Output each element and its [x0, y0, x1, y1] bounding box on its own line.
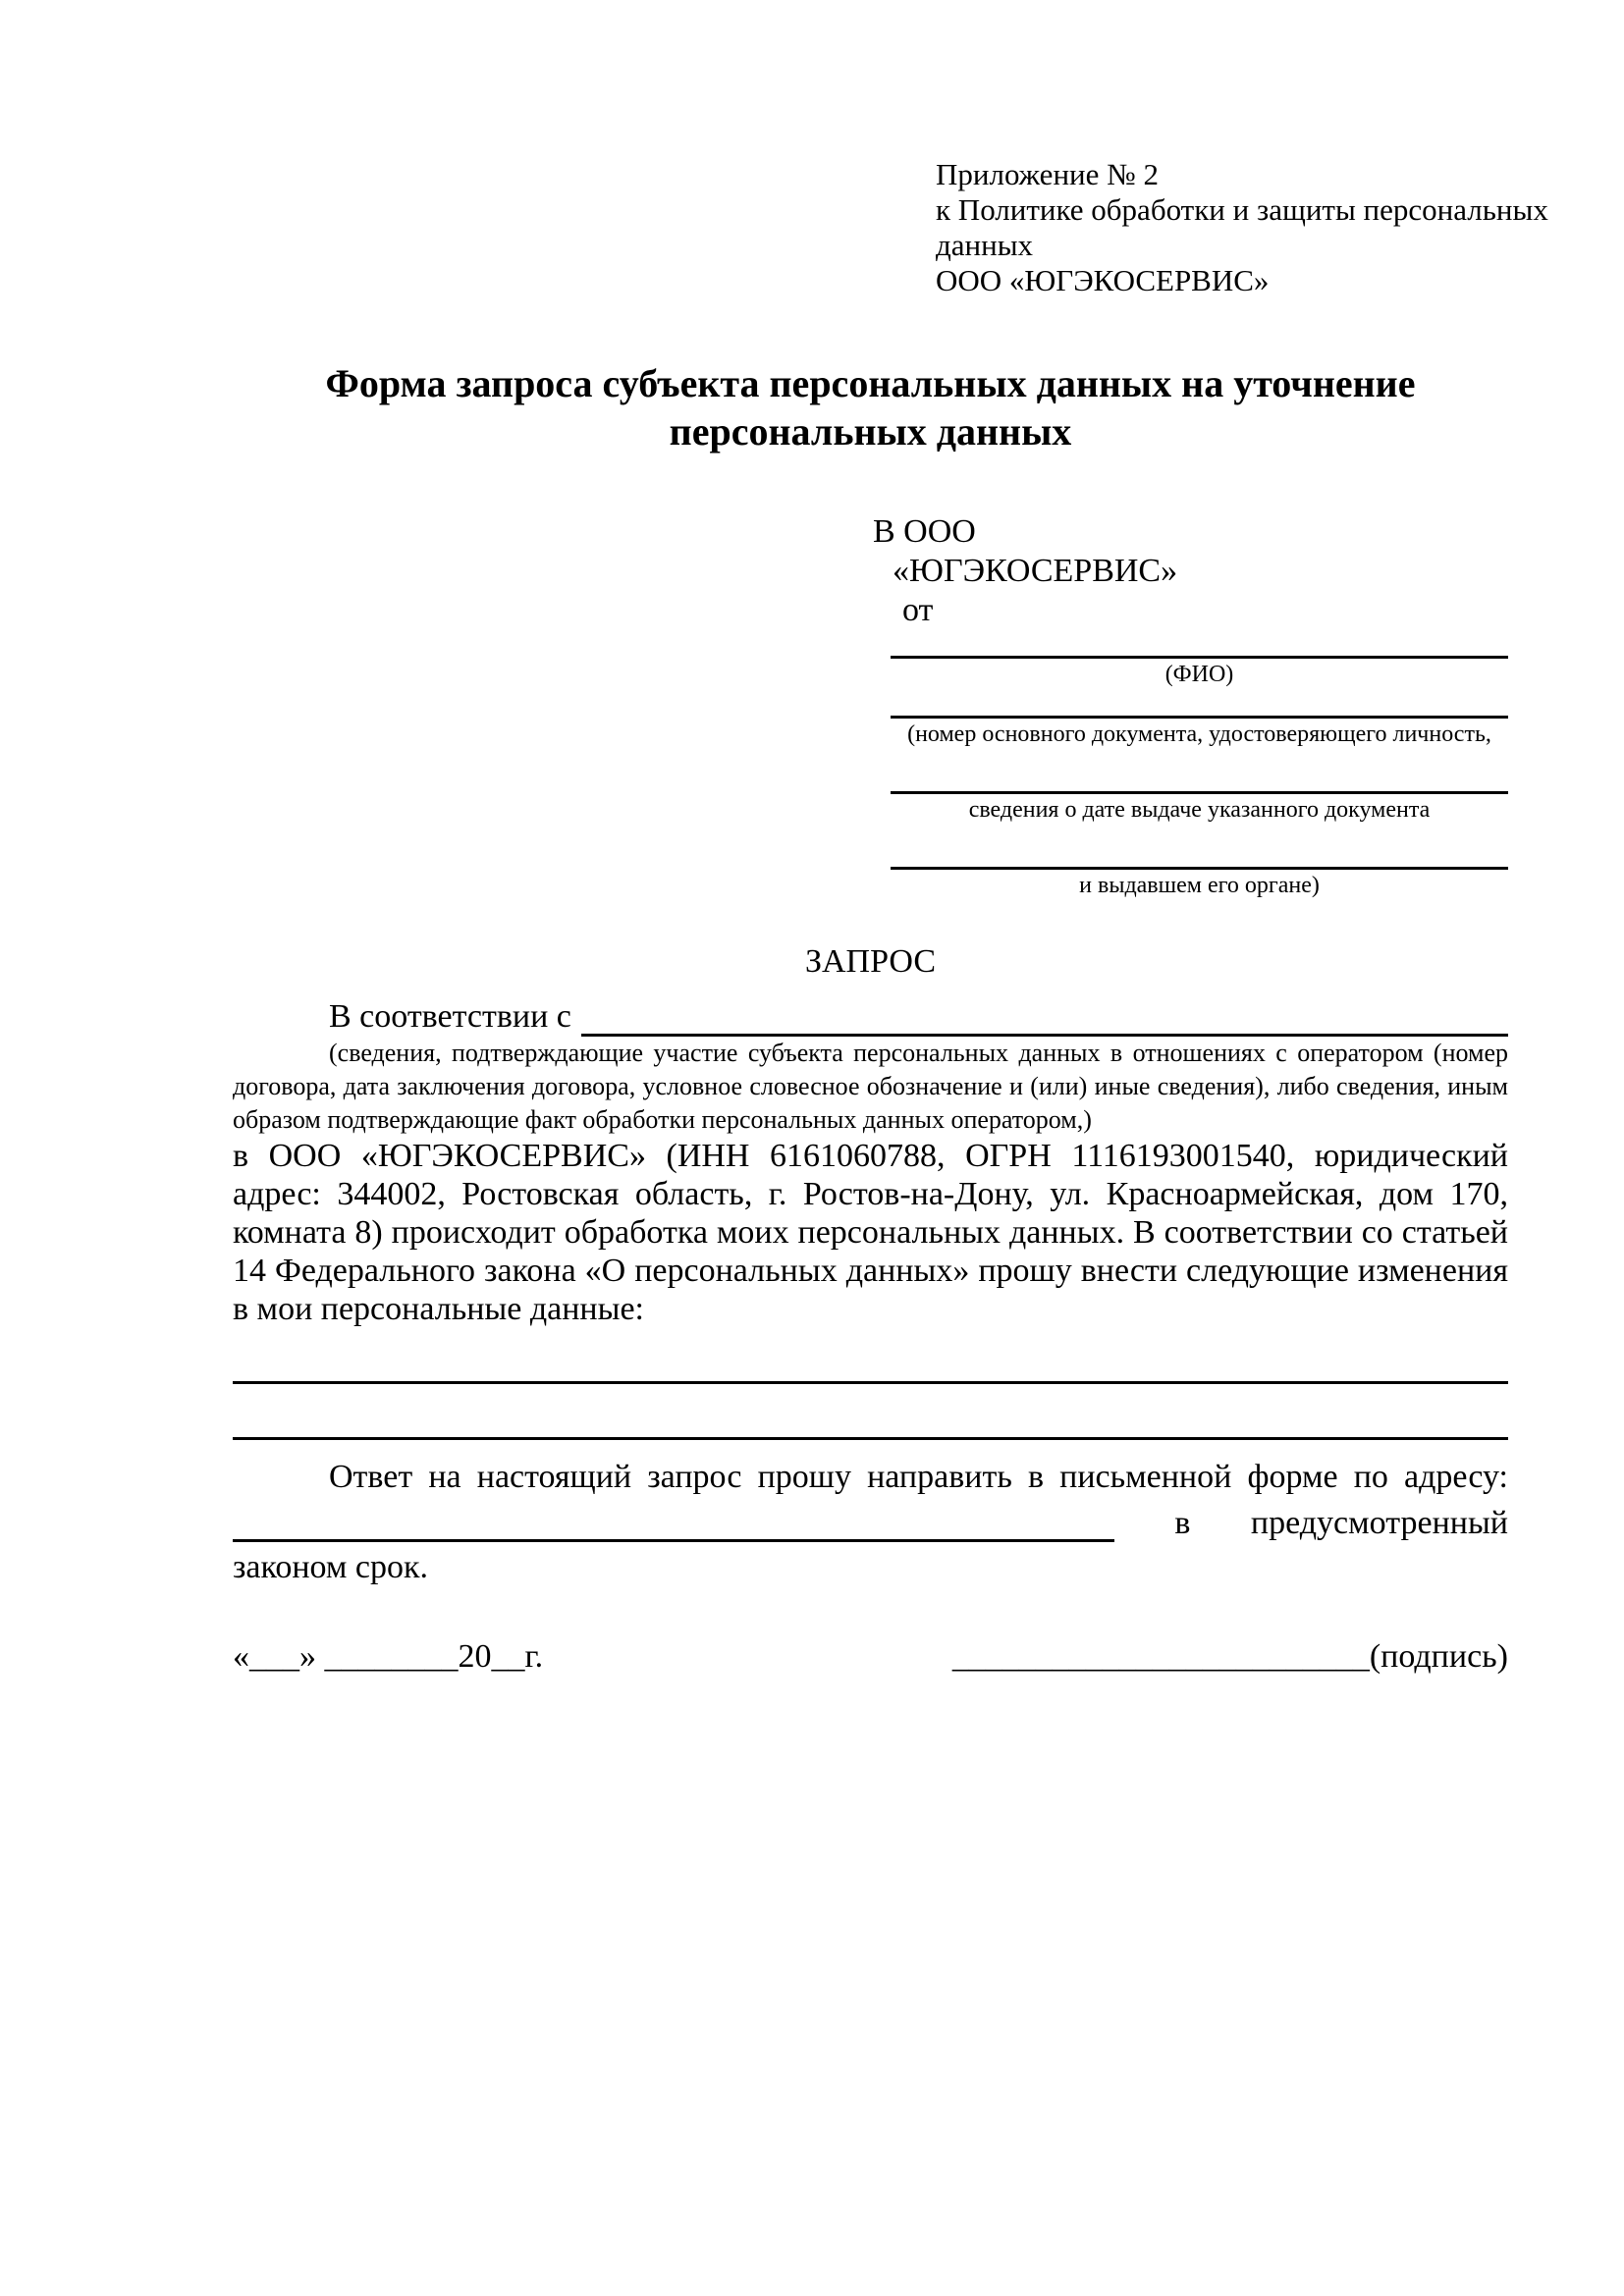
appendix-line-4: ООО «ЮГЭКОСЕРВИС»	[936, 263, 1270, 297]
identity-fields	[891, 630, 1508, 901]
appendix-line-1: Приложение № 2	[936, 157, 1159, 191]
appendix-line-2: к Политике обработки и защиты персональных	[936, 192, 1548, 227]
answer-word-1: в	[1174, 1505, 1191, 1541]
issue-date-blank-line	[891, 750, 1508, 794]
field-fio	[891, 630, 1508, 690]
accordance-label: В соответствии с	[329, 998, 571, 1035]
date-blank: «___» ________20__г.	[233, 1638, 544, 1675]
addressee-line-1: В ООО	[873, 513, 976, 550]
document-number-caption: (номер основного документа, удостоверяющего личность,	[907, 721, 1491, 747]
issuing-authority-blank-line	[891, 826, 1508, 870]
signature-row	[233, 1637, 1508, 1677]
document-title: Форма запроса субъекта персональных данных на уточнение персональных данных	[325, 361, 1416, 454]
addressee-line-2: «ЮГЭКОСЕРВИС»	[893, 553, 1178, 589]
document-number-blank-line	[891, 690, 1508, 719]
answer-line-3: законом срок.	[233, 1549, 428, 1585]
accordance-row	[233, 997, 1508, 1037]
appendix-line-3: данных	[936, 228, 1034, 262]
changes-blank-line-2	[233, 1384, 1508, 1440]
answer-line-2	[233, 1504, 1508, 1542]
answer-word-2: предусмотренный	[1250, 1505, 1508, 1541]
field-issuing-authority	[891, 826, 1508, 901]
addressee-line-3: от	[902, 592, 934, 628]
signature-blank: _________________________(подпись)	[951, 1638, 1508, 1675]
changes-blank-line-1	[233, 1328, 1508, 1384]
answer-line-1: Ответ на настоящий запрос прошу направить в письменной форме по адресу:	[329, 1459, 1508, 1495]
appendix-block	[936, 157, 1548, 298]
fio-caption: (ФИО)	[1164, 662, 1234, 687]
body-paragraph: в ООО «ЮГЭКОСЕРВИС» (ИНН 6161060788, ОГРН 1116193001540, юридический адрес: 344002, Ростовская область, г. Ростов-на-Дону, ул. Красноармейская, дом 170, комната 8) происходит обработка моих персональных данных. В соответствии со статьей 14 Федерального закона «О персональных данных» прошу внести следующие изменения в мои персональные данные:	[233, 1138, 1508, 1327]
fio-blank-line	[891, 630, 1508, 659]
field-issue-date	[891, 750, 1508, 826]
accordance-blank-line	[581, 1000, 1508, 1037]
address-blank-line	[233, 1506, 1114, 1542]
addressee-block	[873, 512, 1508, 630]
answer-paragraph	[233, 1458, 1508, 1586]
issuing-authority-caption: и выдавшем его органе)	[1079, 873, 1320, 898]
accordance-note: (сведения, подтверждающие участие субъекта персональных данных в отношениях с оператором (номер договора, дата заключения договора, условное словесное обозначение и (или) иные сведения), либо сведения, иным образом подтверждающие факт обработки персональных данных оператором,)	[233, 1039, 1508, 1134]
field-document-number	[891, 690, 1508, 750]
request-heading: ЗАПРОС	[804, 943, 937, 980]
issue-date-caption: сведения о дате выдаче указанного документа	[968, 797, 1431, 823]
